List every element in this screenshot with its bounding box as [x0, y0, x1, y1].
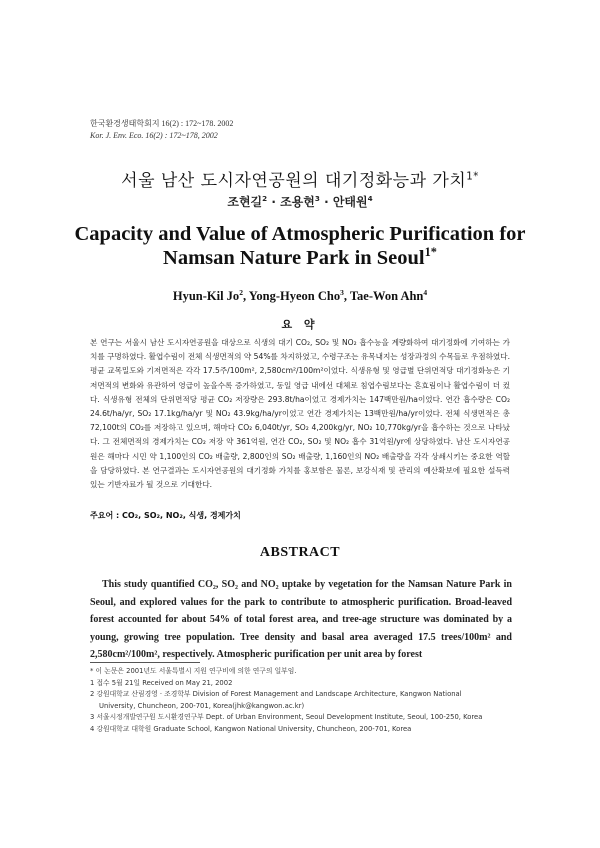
author-separator: , [343, 289, 350, 303]
abstract-korean: 본 연구는 서울시 남산 도시자연공원을 대상으로 식생의 대기 CO₂, SO₂ 및 NO₂ 흡수능을 계량화하여 대기정화에 기여하는 가치를 구명하였다. 활엽수림이 전체 식생면적의 약 54%를 차지하였고, 수령구조는 유목내지는 성장과정의 수목들로 우점하였다. 평균 교목밀도와 기저면적은 각각 17.5주/100m², 2,580cm²/100m²이었다. 식생유형 및 영급별 단위면적당 대기정화능은 기저면적의 변화와 유관하여 영급이 높을수록 증가하였고, 동일 영급 내에선 대체로 침엽수림보다는 혼효림이나 활엽수림이 더 컸다. 식생유형 전체의 단위면적당 평균 CO₂ 저장량은 293.8t/ha이었고 경제가치는 147백만원/ha이었다. 연간 흡수량은 CO₂ 24.6t/ha/yr, SO₂ 17.1kg/ha/yr 및 NO₂ 43.9kg/ha/yr이었고 연간 경제가치는 13백만원/ha/yr이었다. 전체 식생면적은 총 72,100t의 CO₂를 저장하고 있으며, 해마다 CO₂ 6,040t/yr, SO₂ 4,200kg/yr, NO₂ 10,770kg/yr을 흡수하는 것으로 나타났다. 그 전체면적의 경제가치는 CO₂ 저장 약 361억원, 연간 CO₂, SO₂ 및 NO₂ 흡수 31억원/yr에 상당하였다. 남산 도시자연공원은 해마다 시민 약 1,100인의 CO₂ 배출량, 2,800인의 SO₂ 배출량, 1,160인의 NO₂ 배출량을 각각 상쇄시키는 중요한 역할을 담당하였다. 본 연구결과는 도시자연공원의 대기정화 가치를 홍보함은 물론, 보강식재 및 관리의 예산확보에 필요한 설득력 있는 기반자료가 될 것으로 기대한다. [90, 338, 510, 490]
footnote-received: 1 접수 5월 21일 Received on May 21, 2002 [90, 678, 233, 687]
title-english-footnote-mark: 1* [424, 245, 437, 260]
authors-korean [0, 193, 600, 210]
author-en-3-mark: 4 [423, 287, 428, 297]
footnote-affiliation-2-continued: University, Chuncheon, 200-701, Korea(jhk@kangwon.ac.kr) [99, 701, 305, 710]
title-english-line-1: Capacity and Value of Atmospheric Purification for [74, 223, 526, 245]
author-en-3: Tae-Won Ahn [349, 289, 424, 303]
author-separator: · [267, 195, 281, 209]
author-en-1-mark: 2 [239, 287, 243, 297]
author-ko-3: 안태원 [332, 195, 368, 209]
keywords-korean: 주요어 : CO₂, SO₂, NO₂, 식생, 경제가치 [90, 511, 241, 520]
footnote-funding: * 이 논문은 2001년도 서울특별시 지원 연구비에 의한 연구의 일부임. [90, 667, 297, 675]
title-english-line-2 [60, 246, 540, 270]
author-ko-2: 조용현 [280, 195, 315, 209]
authors-english [0, 289, 600, 304]
abstract-heading-english: ABSTRACT [259, 545, 341, 560]
author-en-2: Yong-Hyeon Cho [248, 289, 341, 303]
title-korean-footnote-mark: 1* [466, 171, 479, 183]
title-korean-text: 서울 남산 도시자연공원의 대기정화능과 가치 [121, 171, 467, 191]
title-english [60, 222, 540, 270]
author-en-2-mark: 3 [340, 287, 344, 297]
author-en-1: Hyun-Kil Jo [172, 289, 240, 303]
journal-citation-en: Kor. J. Env. Eco. 16(2) : 172~178, 2002 [90, 131, 218, 140]
journal-citation-ko: 한국환경생태학회지 16(2) : 172~178. 2002 [90, 119, 234, 128]
footnote-affiliation-3: 3 서울시정개발연구원 도시환경연구부 Dept. of Urban Environment, Seoul Development Institute, Seoul, 100-250, Korea [90, 713, 483, 721]
author-ko-1: 조현길 [227, 195, 263, 209]
journal-citation [90, 118, 233, 142]
title-english-line-2-text: Namsan Nature Park in Seoul [163, 247, 425, 269]
footnotes [90, 666, 520, 735]
author-separator: , [242, 289, 249, 303]
footnote-affiliation-4: 4 강원대학교 대학원 Graduate School, Kangwon National University, Chuncheon, 200-701, Korea [90, 724, 412, 733]
footnote-affiliation-2: 2 강원대학교 산림경영 · 조경학부 Division of Forest Management and Landscape Architecture, Kangwon National [90, 690, 462, 698]
summary-heading-korean: 요 약 [281, 318, 319, 331]
author-ko-2-mark: 3 [314, 194, 320, 203]
author-ko-3-mark: 4 [367, 194, 373, 203]
footnote-divider [90, 662, 200, 663]
author-separator: · [319, 195, 333, 209]
author-ko-1-mark: 2 [262, 194, 268, 203]
abstract-english: This study quantified CO₂, SO₂ and NO₂ uptake by vegetation for the Namsan Nature Park in Seoul, and explored values for the park to contribute to atmospheric purification. Broad-leaved forest accounted for about 54% of total forest area, and tree-age structure was dominated by a young, growing tree population. Tree density and basal area averaged 17.5 trees/100m² and 2,580cm²/100m², respectively. Atmospheric purification per unit area by forest [90, 579, 512, 660]
title-korean [0, 166, 600, 191]
